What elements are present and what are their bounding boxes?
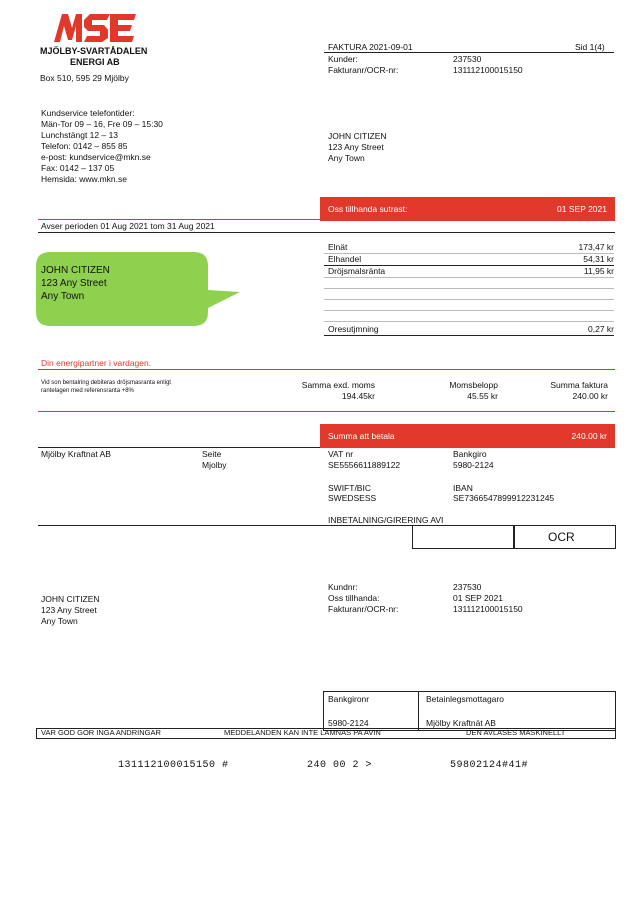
slip-bankgiro-value: 5980-2124 bbox=[328, 718, 369, 728]
vat-nr-value: SE5556611889122 bbox=[328, 460, 401, 470]
tagline: Din energipartner i vardagen. bbox=[41, 358, 152, 368]
slip-due-value: 01 SEP 2021 bbox=[453, 593, 503, 603]
slip-payer-city: Any Town bbox=[41, 616, 78, 626]
amount-due-value: 240.00 kr bbox=[571, 431, 607, 441]
vat-nr-label: VAT nr bbox=[328, 449, 354, 459]
notice-no-messages: MEDDELANDEN KAN INTE LAMNAS PA AVIN bbox=[224, 728, 381, 737]
slip-customer-label: Kundnr: bbox=[328, 582, 358, 592]
vat-label: Momsbelopp bbox=[449, 380, 498, 390]
slip-ocr-label: Fakturanr/OCR-nr: bbox=[328, 604, 399, 614]
line-value: 54,31 kr bbox=[583, 254, 614, 264]
customer-label: Kunder: bbox=[328, 54, 358, 64]
service-phone: Telefon: 0142 – 855 85 bbox=[41, 141, 128, 151]
amount-due-bar bbox=[320, 424, 615, 448]
line-value: 11,95 kr bbox=[583, 266, 614, 276]
invoice-sum-value: 240.00 kr bbox=[572, 391, 608, 401]
ocr-value: 131112100015150 bbox=[453, 65, 523, 75]
vat-value: 45.55 kr bbox=[467, 391, 498, 401]
company-address: Box 510, 595 29 Mjölby bbox=[40, 73, 129, 83]
customer-value: 237530 bbox=[453, 54, 482, 64]
rounding-value: 0,27 kr bbox=[588, 324, 614, 334]
ocr-box bbox=[513, 525, 616, 549]
line-value: 173,47 kr bbox=[578, 242, 614, 252]
excl-vat-label: Samma exd. moms bbox=[301, 380, 375, 390]
iban-value: SE7366547899912231245 bbox=[453, 493, 555, 503]
interest-note-2: rantelagen med referensranta +8% bbox=[41, 388, 134, 394]
invoice-sum-label: Summa faktura bbox=[550, 380, 608, 390]
line-label: Elnät bbox=[328, 242, 348, 252]
notice-machine-read: DEN AVLASES MASKINELLT bbox=[466, 728, 566, 737]
iban-label: IBAN bbox=[453, 483, 473, 493]
due-date: 01 SEP 2021 bbox=[557, 204, 607, 214]
footer-company-name: Mjölby Kraftnat AB bbox=[41, 449, 111, 459]
invoice-title: FAKTURA 2021-09-01 bbox=[328, 42, 413, 52]
slip-field-box bbox=[412, 525, 515, 549]
slip-customer-value: 237530 bbox=[453, 582, 482, 592]
ocr-box-label: OCR bbox=[548, 530, 575, 544]
excl-vat-value: 194.45kr bbox=[341, 391, 375, 401]
service-heading: Kundservice telefontider: bbox=[41, 108, 135, 118]
recipient-name: JOHN CITIZEN bbox=[328, 131, 387, 141]
bankgiro-label: Bankgiro bbox=[453, 449, 487, 459]
ocr-code-amount: 240 00 2 > bbox=[307, 760, 373, 771]
seat-value: Mjolby bbox=[202, 460, 227, 470]
service-hours: Män-Tor 09 – 16, Fre 09 – 15:30 bbox=[41, 119, 163, 129]
speech-bubble bbox=[36, 252, 242, 326]
company-name-line1: MJÖLBY-SVARTÅDALEN bbox=[40, 46, 148, 56]
due-bar bbox=[320, 197, 615, 221]
service-email: e-post: kundservice@mkn.se bbox=[41, 152, 151, 162]
swift-label: SWIFT/BIC bbox=[328, 483, 371, 493]
bankgiro-value: 5980-2124 bbox=[453, 460, 494, 470]
company-name-line2: ENERGI AB bbox=[70, 57, 120, 67]
bubble-name: JOHN CITIZEN bbox=[41, 265, 110, 276]
swift-value: SWEDSESS bbox=[328, 493, 377, 503]
billing-period: Avser perioden 01 Aug 2021 tom 31 Aug 2021 bbox=[41, 221, 215, 231]
ocr-code-reference: 131112100015150 # bbox=[118, 760, 229, 771]
slip-payer-street: 123 Any Street bbox=[41, 605, 97, 615]
notice-no-changes: VAR GOD GOR INGA ANDRINGAR bbox=[41, 728, 161, 737]
service-lunch: Lunchstängt 12 – 13 bbox=[41, 130, 119, 140]
company-logo bbox=[52, 12, 138, 44]
ocr-code-account: 59802124#41# bbox=[450, 760, 529, 771]
slip-payer-name: JOHN CITIZEN bbox=[41, 594, 100, 604]
line-label: Elhandel bbox=[328, 254, 362, 264]
invoice-page: Sid 1(4) bbox=[575, 42, 605, 52]
line-label: Dröjsmalsränta bbox=[328, 266, 386, 276]
recipient-street: 123 Any Street bbox=[328, 142, 384, 152]
service-web: Hemsida: www.mkn.se bbox=[41, 174, 127, 184]
slip-due-label: Oss tillhanda: bbox=[328, 593, 380, 603]
amount-due-label: Summa att betala bbox=[328, 431, 395, 441]
ocr-label: Fakturanr/OCR-nr: bbox=[328, 65, 399, 75]
seat-label: Seite bbox=[202, 449, 222, 459]
bubble-city: Any Town bbox=[41, 291, 85, 302]
interest-note-1: Vid son bentalring debiteras dröjsmasranta enligt bbox=[41, 380, 171, 386]
service-fax: Fax: 0142 – 137 05 bbox=[41, 163, 115, 173]
slip-bankgiro-label: Bankgironr bbox=[328, 694, 370, 704]
slip-ocr-value: 131112100015150 bbox=[453, 604, 523, 614]
slip-title: INBETALNING/GIRERING AVI bbox=[328, 515, 444, 525]
slip-payee-value: Mjölby Kraftnät AB bbox=[426, 718, 496, 728]
slip-payee-label: Betainlegsmottagaro bbox=[426, 694, 504, 704]
recipient-city: Any Town bbox=[328, 153, 365, 163]
rounding-label: Oresutjmning bbox=[328, 324, 379, 334]
bubble-street: 123 Any Street bbox=[41, 278, 107, 289]
due-label: Oss tillhanda sutrast: bbox=[328, 204, 408, 214]
